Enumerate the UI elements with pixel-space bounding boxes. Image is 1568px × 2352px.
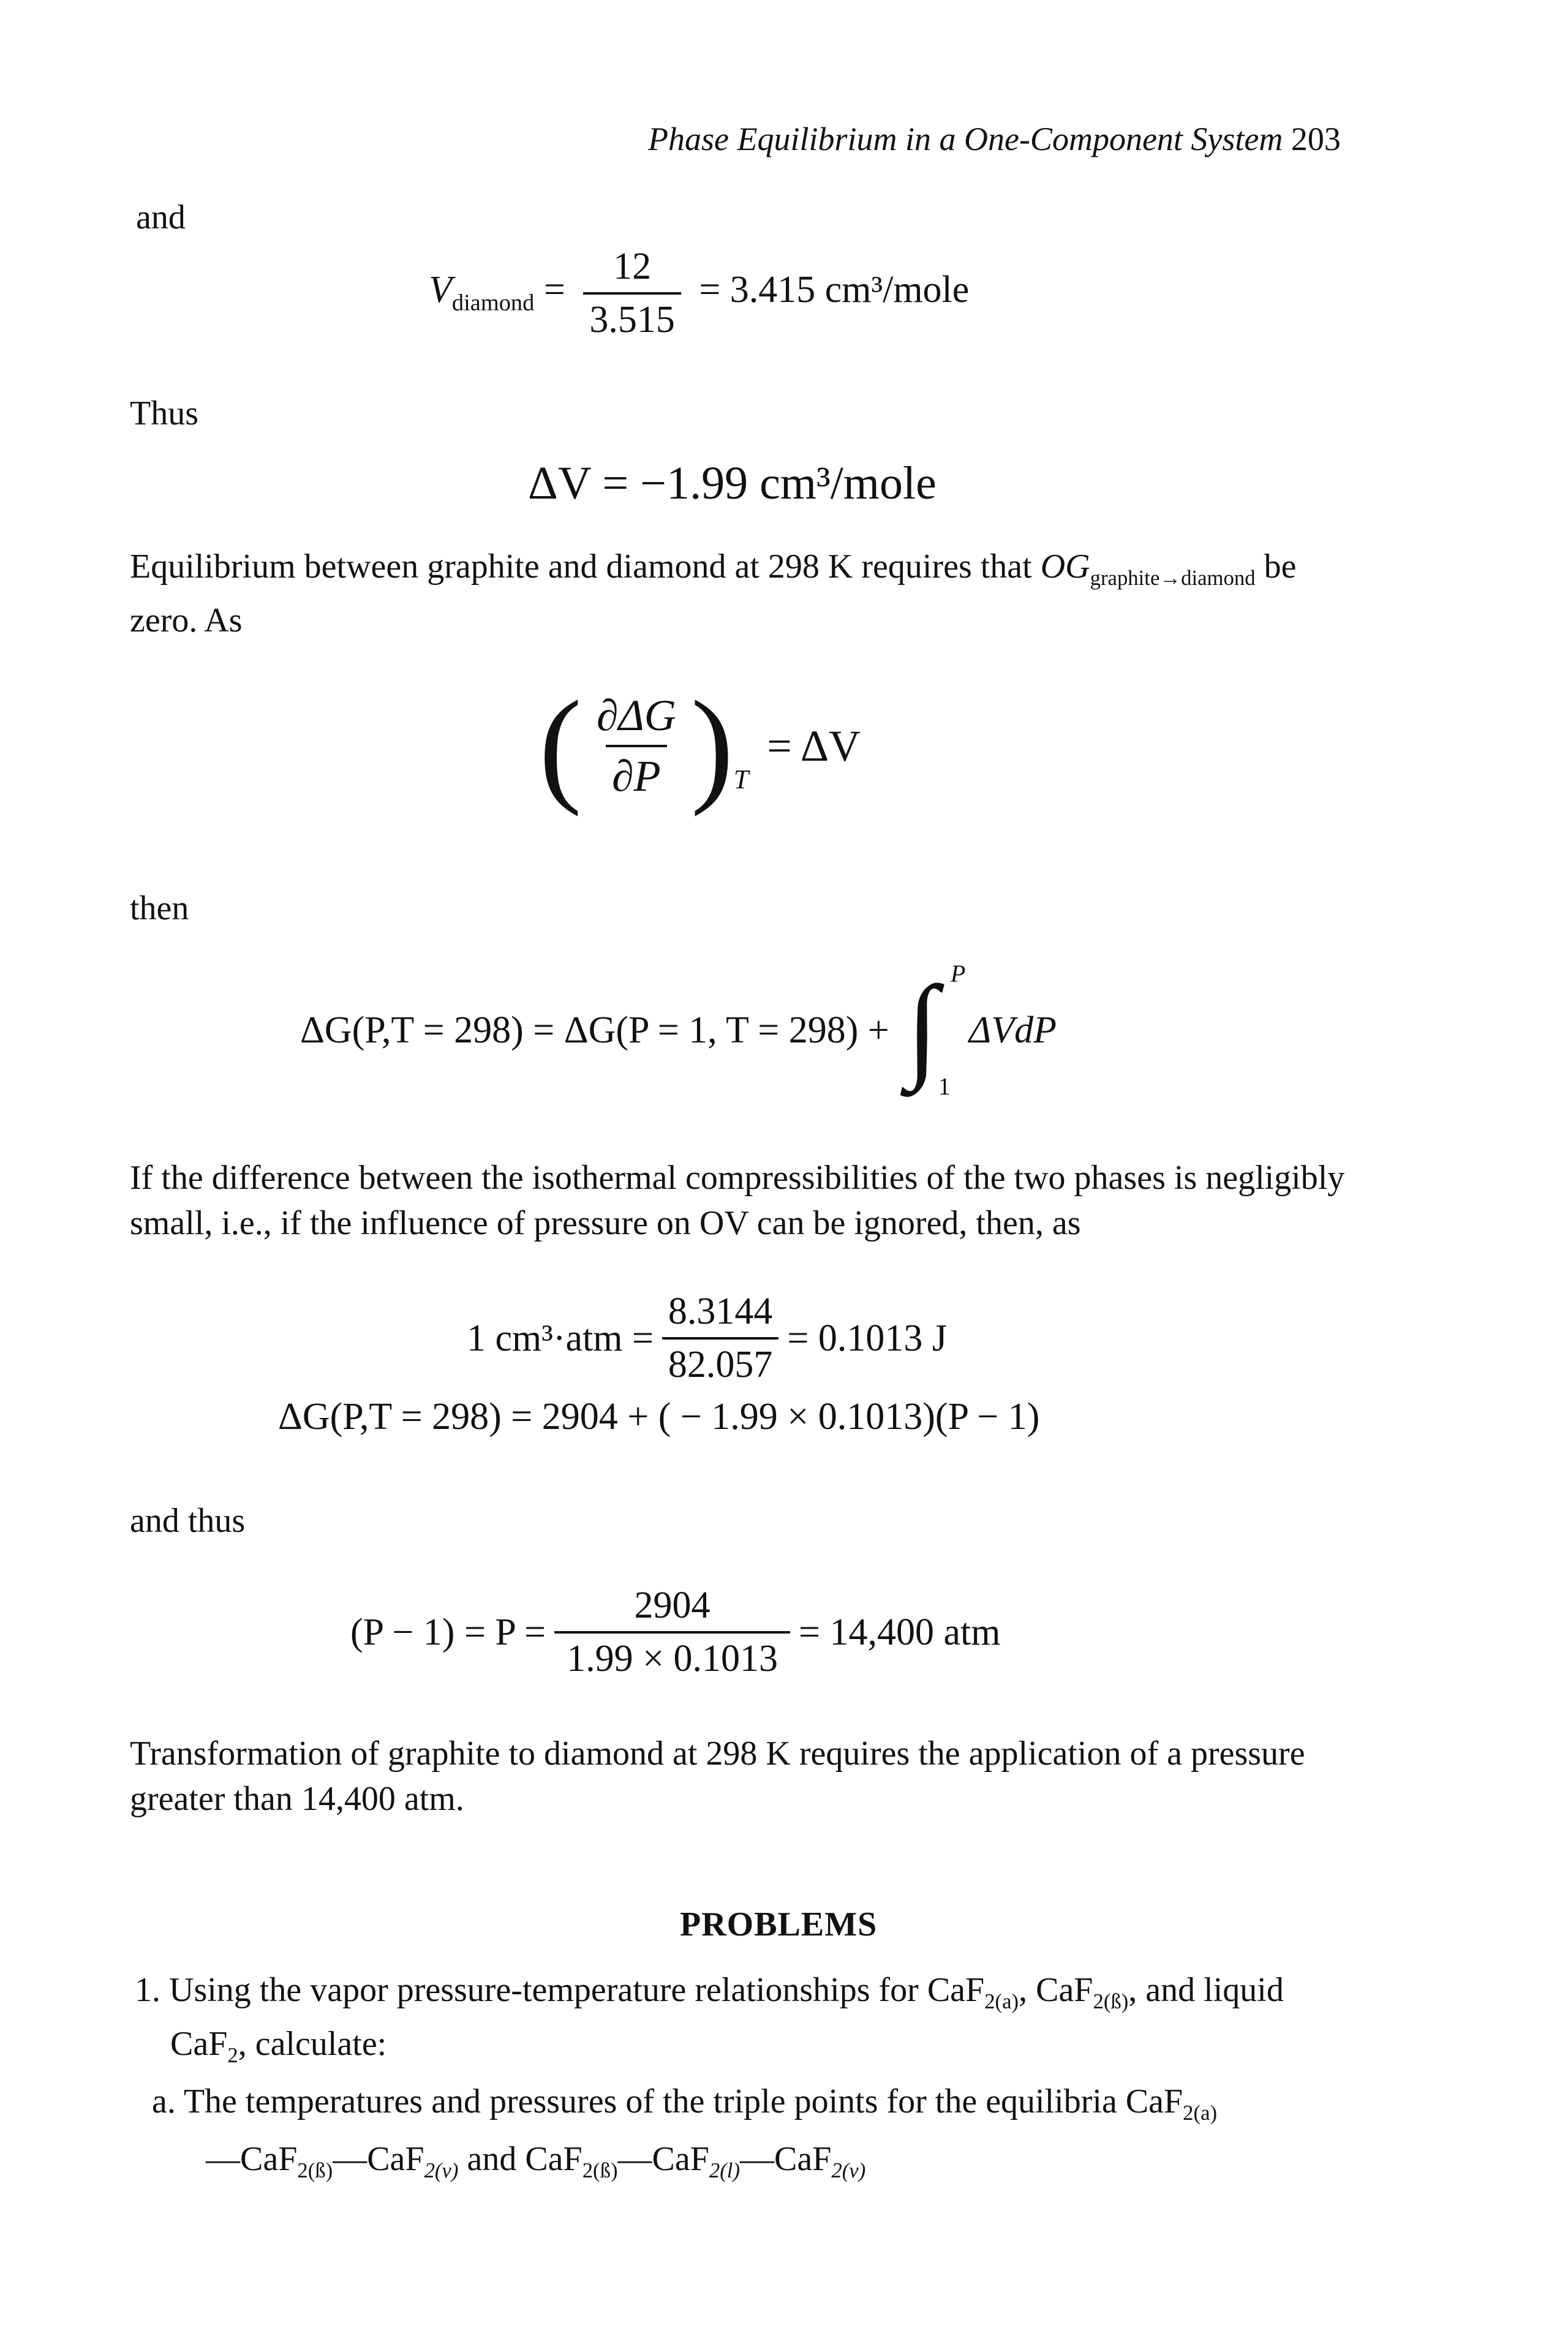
page-number: 203 — [1291, 121, 1341, 157]
problem-1-line2 — [170, 2021, 386, 2078]
sub-liquid: 2(l) — [709, 2158, 741, 2183]
paragraph-transformation-line2: greater than 14,400 atm. — [130, 1780, 464, 1818]
problem-1-sub-beta: 2(ß) — [1093, 1989, 1129, 2014]
sub-vapor-1: 2(v) — [424, 2158, 459, 2183]
text-and: and — [136, 198, 186, 236]
pressure-result: = 14,400 atm — [799, 1611, 1001, 1653]
problem-1-text-b: , CaF — [1019, 1971, 1093, 2009]
paragraph-equilibrium-line2: zero. As — [130, 601, 243, 639]
og-subscript: graphite→diamond — [1090, 566, 1256, 590]
result: = 3.415 cm³/mole — [699, 269, 970, 311]
problem-1-text-a: 1. Using the vapor pressure-temperature relationships for CaF — [135, 1971, 985, 2009]
cm3-atm-result: = 0.1013 J — [787, 1317, 948, 1359]
equation-partial-derivative — [539, 675, 861, 817]
pressure-fraction — [554, 1584, 790, 1681]
problem-1-sub-alpha: 2(a) — [984, 1989, 1019, 2014]
numerator: 12 — [613, 246, 652, 287]
cm3-atm-numerator: 8.3144 — [668, 1291, 773, 1332]
integral — [902, 960, 969, 1100]
caf2-4: —CaF — [740, 2140, 832, 2178]
text-then: then — [130, 889, 189, 927]
delta-g-lhs: ΔG(P,T = 298) = ΔG(P = 1, T = 298) + — [300, 1009, 889, 1051]
integral-upper-limit: P — [950, 960, 966, 987]
v-symbol: V — [429, 269, 452, 311]
paragraph-difference-line1: If the difference between the isothermal compressibilities of the two phases is negligibly — [130, 1159, 1345, 1197]
problems-heading: PROBLEMS — [680, 1905, 878, 1943]
denominator: 3.515 — [583, 292, 681, 342]
problem-1a-text: a. The temperatures and pressures of the triple points for the equilibria CaF — [152, 2082, 1183, 2120]
equilibrium-be: be — [1255, 548, 1297, 586]
sub-beta-1: 2(ß) — [297, 2158, 333, 2183]
caf2-2: —CaF — [333, 2140, 424, 2178]
cm3-atm-fraction — [662, 1290, 779, 1387]
problem-1-text-c: , and liquid — [1128, 1971, 1284, 2009]
sub-beta-2: 2(ß) — [582, 2158, 618, 2183]
problem-1-sub-2: 2 — [227, 2043, 238, 2068]
cm3-atm-denominator: 82.057 — [662, 1337, 779, 1387]
caf2-3: —CaF — [617, 2140, 709, 2178]
derivative-result: = ΔV — [767, 721, 861, 771]
equation-v-diamond — [429, 245, 969, 342]
problem-1a-line1 — [152, 2079, 1217, 2136]
problem-1a-sub-alpha: 2(a) — [1183, 2101, 1218, 2125]
cm3-atm-lhs: 1 cm³·atm = — [467, 1317, 654, 1359]
og-symbol: OG — [1040, 548, 1090, 586]
pressure-denominator: 1.99 × 0.1013 — [554, 1631, 790, 1681]
constant-t-subscript: T — [733, 764, 749, 794]
paragraph-equilibrium-line1 — [130, 544, 1296, 601]
text-and-thus: and thus — [130, 1502, 246, 1540]
problem-1-text-d: CaF — [170, 2025, 228, 2063]
v-subscript: diamond — [451, 290, 535, 316]
derivative-denominator: ∂P — [606, 745, 667, 802]
pressure-numerator: 2904 — [634, 1585, 710, 1626]
derivative-numerator: ∂ΔG — [596, 691, 676, 740]
text-thus: Thus — [130, 394, 198, 432]
problem-1a-line2 — [206, 2136, 865, 2193]
left-paren: ( — [539, 675, 582, 817]
integral-sign: ∫ — [906, 963, 938, 1091]
equals-sign: = — [543, 269, 565, 311]
equation-delta-g-numeric: ΔG(P,T = 298) = 2904 + ( − 1.99 × 0.1013)(P − 1) — [278, 1396, 1040, 1438]
integral-lower-limit: 1 — [938, 1072, 951, 1100]
equilibrium-text: Equilibrium between graphite and diamond at 298 K requires that — [130, 548, 1041, 586]
and-caf2: and CaF — [458, 2140, 582, 2178]
equation-pressure — [350, 1584, 1000, 1681]
sub-vapor-2: 2(v) — [831, 2158, 866, 2183]
right-paren: ) — [690, 675, 734, 817]
problem-1-text-e: , calculate: — [238, 2025, 387, 2063]
running-title: Phase Equilibrium in a One-Component System — [648, 121, 1283, 157]
caf2-1: —CaF — [206, 2140, 298, 2178]
running-header — [648, 120, 1341, 158]
equation-delta-g-integral — [300, 960, 1057, 1100]
integrand: ΔVdP — [968, 1009, 1057, 1051]
problem-1-line1 — [135, 1967, 1284, 2024]
paragraph-transformation-line1: Transformation of graphite to diamond at 298 K requires the application of a pressure — [130, 1735, 1305, 1773]
equation-cm3-atm — [467, 1290, 947, 1387]
pressure-lhs: (P − 1) = P = — [350, 1611, 546, 1653]
fraction — [583, 245, 681, 342]
equation-delta-v: ΔV = −1.99 cm³/mole — [528, 458, 937, 509]
paragraph-difference-line2: small, i.e., if the influence of pressure on OV can be ignored, then, as — [130, 1204, 1081, 1242]
derivative-fraction — [590, 690, 682, 802]
